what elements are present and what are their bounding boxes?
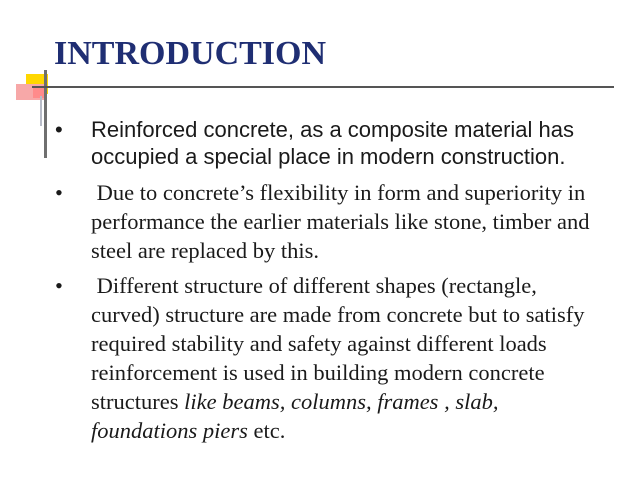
bullet-item: [0, 271, 638, 445]
bullet-text: Reinforced concrete, as a composite material has occupied a special place in modern construction.: [91, 117, 575, 169]
bullet-item: [0, 178, 638, 265]
title-underline-rule: [32, 86, 614, 88]
bullet-dot: •: [55, 117, 63, 142]
bullet-text: Due to concrete’s flexibility in form and superiority in performance the earlier materials like stone, timber and steel are replaced by this.: [91, 180, 596, 263]
bullet-text-plain: Different structure of different shapes (rectangle, curved) structure are made from concrete but to satisfy required stability and safety against different loads reinforcement is used in building modern concrete structures: [91, 273, 591, 414]
bullet-list: [0, 116, 638, 445]
bullet-dot: •: [55, 180, 63, 205]
slide-title: INTRODUCTION: [54, 35, 327, 72]
bullet-text-mixed: [91, 271, 601, 445]
bullet-text-end: etc.: [247, 418, 286, 443]
bullet-item: [0, 116, 638, 170]
bullet-dot: •: [55, 273, 63, 298]
bullet-text-italic: like beams, columns, frames , slab, foundations piers: [91, 389, 505, 443]
